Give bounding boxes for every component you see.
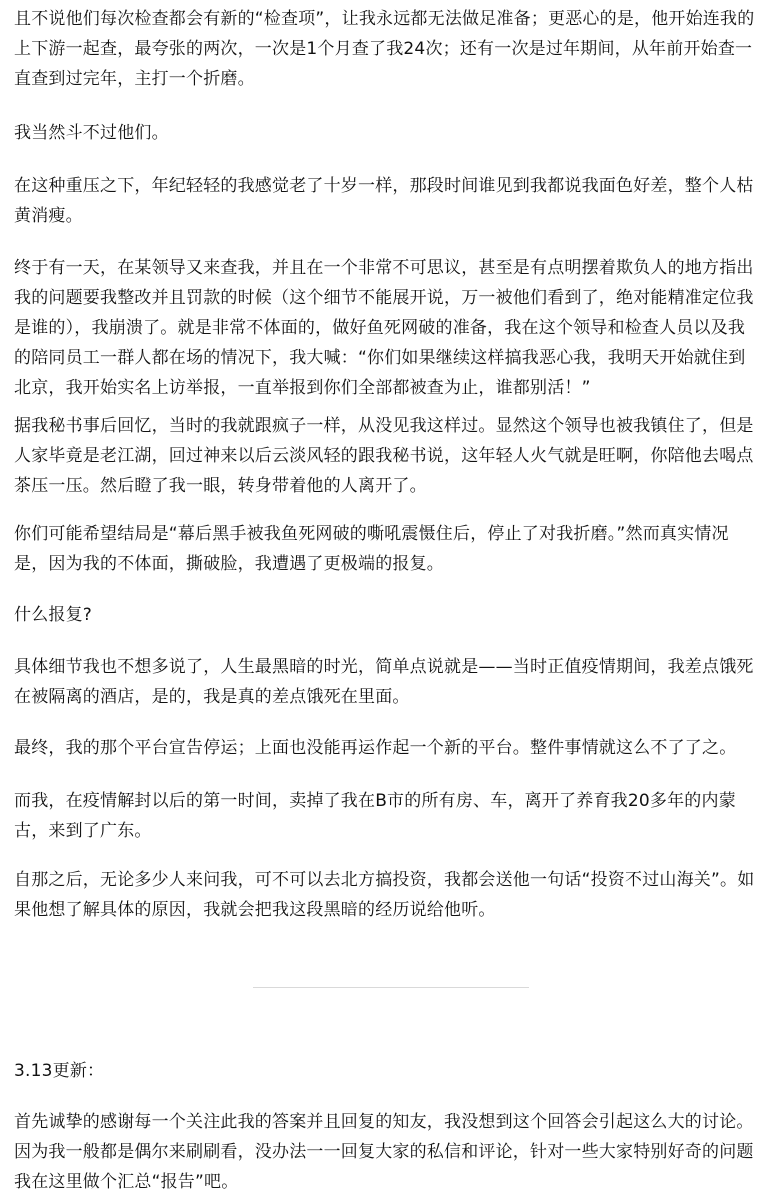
paragraph: 我当然斗不过他们。 [14, 123, 169, 143]
paragraph: 且不说他们每次检查都会有新的“检查项”，让我永远都无法做足准备；更恶心的是，他开始连我的上下游一起查，最夸张的两次，一次是1个月查了我24次；还有一次是过年期间，从年前开始查一直查到过完年，主打一个折磨。 [14, 9, 755, 89]
paragraph: 终于有一天，在某领导又来查我，并且在一个非常不可思议，甚至是有点明摆着欺负人的地方指出我的问题要我整改并且罚款的时候（这个细节不能展开说，万一被他们看到了，绝对能精准定位我是谁的），我崩溃了。就是非常不体面的，做好鱼死网破的准备，我在这个领导和检查人员以及我的陪同员工一群人都在场的情况下，我大喊：“你们如果继续这样搞我恶心我，我明天开始就住到北京，我开始实名上访举报，一直举报到你们全部都被查为止，谁都别活！” [14, 258, 754, 398]
paragraph: 你们可能希望结局是“幕后黑手被我鱼死网破的嘶吼震慑住后，停止了对我折磨。”然而真实情况是，因为我的不体面，撕破脸，我遭遇了更极端的报复。 [14, 524, 729, 574]
paragraph: 最终，我的那个平台宣告停运；上面也没能再运作起一个新的平台。整件事情就这么不了了之。 [14, 738, 737, 758]
update-heading: 3.13更新： [14, 1061, 105, 1081]
paragraph: 首先诚挚的感谢每一个关注此我的答案并且回复的知友，我没想到这个回答会引起这么大的讨论。因为我一般都是偶尔来刷刷看，没办法一一回复大家的私信和评论，针对一些大家特别好奇的问题我在这里做个汇总“报告”吧。 [14, 1112, 754, 1192]
paragraph: 什么报复? [14, 605, 93, 625]
paragraph: 在这种重压之下，年纪轻轻的我感觉老了十岁一样，那段时间谁见到我都说我面色好差，整个人枯黄消瘦。 [14, 176, 754, 226]
paragraph: 而我，在疫情解封以后的第一时间，卖掉了我在B市的所有房、车，离开了养育我20多年的内蒙古，来到了广东。 [14, 791, 736, 841]
section-divider [253, 987, 529, 988]
paragraph: 自那之后，无论多少人来问我，可不可以去北方搞投资，我都会送他一句话“投资不过山海关”。如果他想了解具体的原因，我就会把我这段黑暗的经历说给他听。 [14, 870, 755, 920]
paragraph: 具体细节我也不想多说了，人生最黑暗的时光，简单点说就是——当时正值疫情期间，我差点饿死在被隔离的酒店，是的，我是真的差点饿死在里面。 [14, 657, 754, 707]
paragraph: 据我秘书事后回忆，当时的我就跟疯子一样，从没见我这样过。显然这个领导也被我镇住了，但是人家毕竟是老江湖，回过神来以后云淡风轻的跟我秘书说，这年轻人火气就是旺啊，你陪他去喝点茶压一压。然后瞪了我一眼，转身带着他的人离开了。 [14, 416, 754, 496]
